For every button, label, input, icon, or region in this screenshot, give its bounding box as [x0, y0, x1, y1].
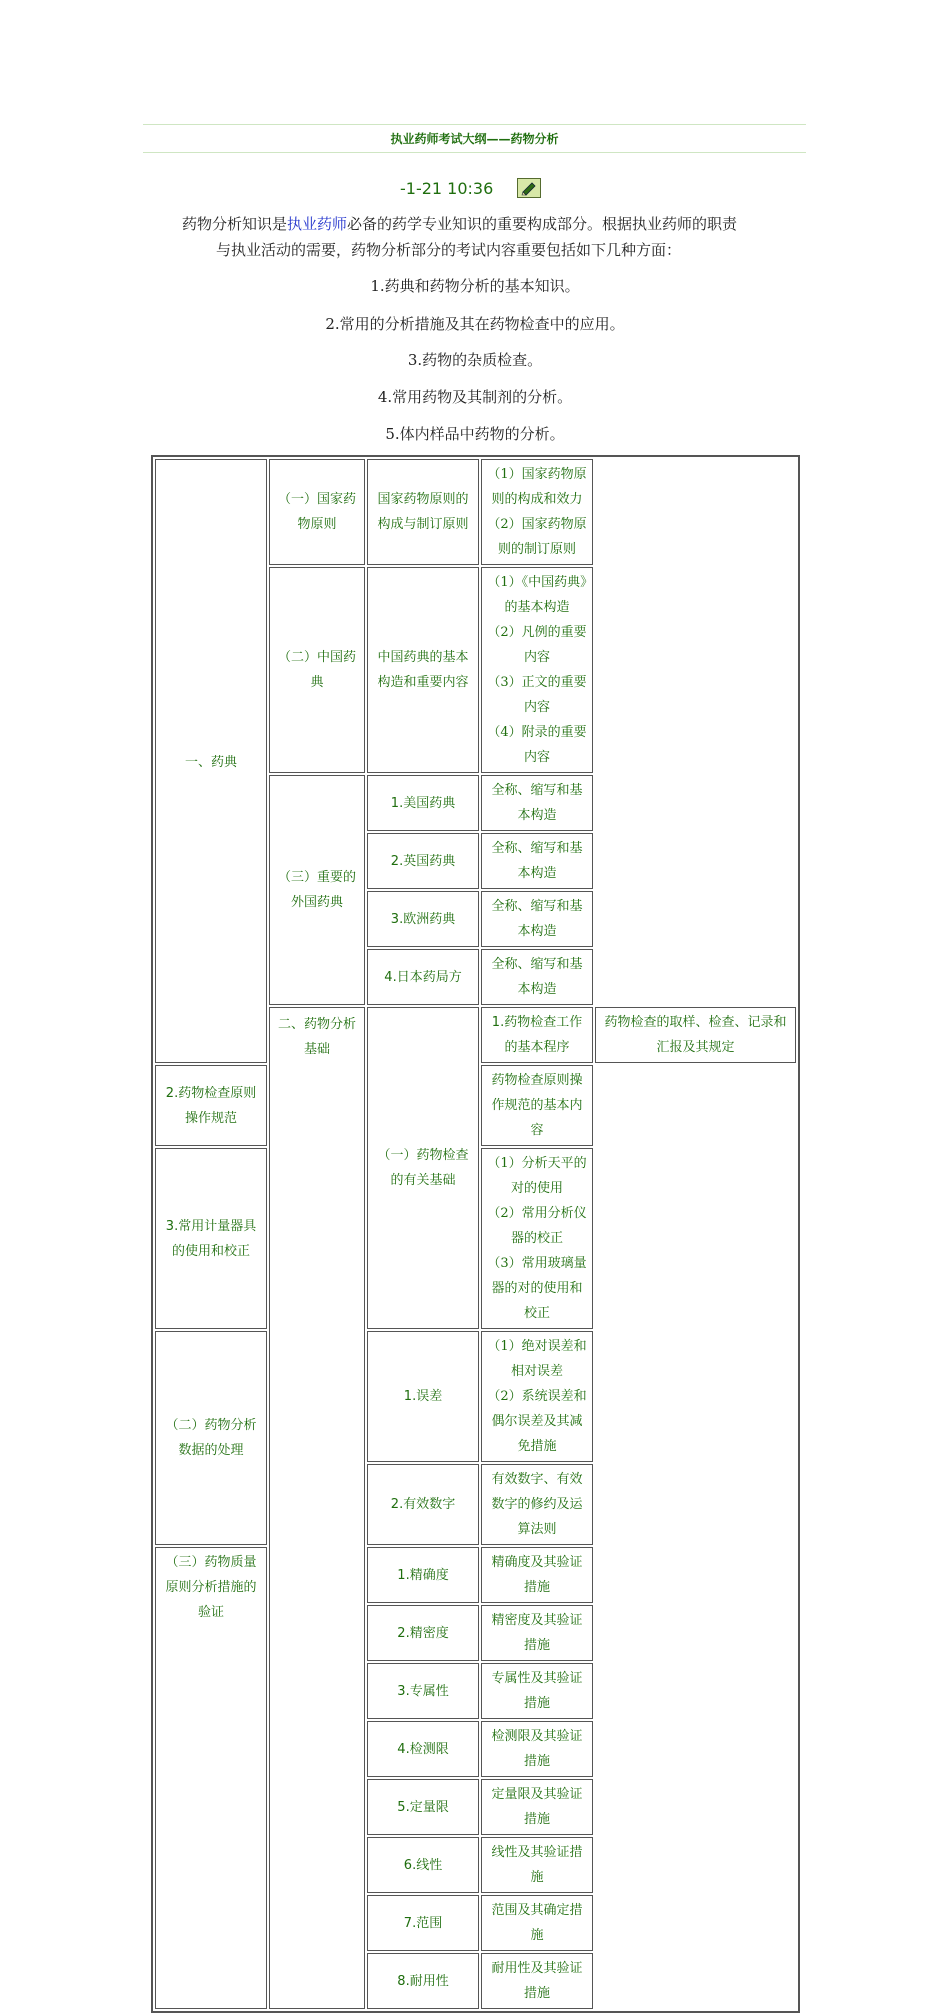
content-cell [481, 1331, 593, 1462]
item-cell: 2.药物检查原则操作规范 [155, 1065, 267, 1146]
content-cell: 有效数字、有效数字的修约及运算法则 [481, 1464, 593, 1545]
content-cell: 全称、缩写和基本构造 [481, 891, 593, 947]
item-cell: 2.英国药典 [367, 833, 479, 889]
content-line: （1）《中国药典》的基本构造 [487, 575, 587, 615]
content-cell: 全称、缩写和基本构造 [481, 775, 593, 831]
content-cell: 专属性及其验证措施 [481, 1663, 593, 1719]
content-cell [481, 1148, 593, 1329]
content-line: （4）附录的重要内容 [487, 725, 587, 765]
subsection-cell: （一）国家药物原则 [269, 459, 365, 565]
intro-paragraph [182, 211, 812, 263]
content-cell: 耐用性及其验证措施 [481, 1953, 593, 2009]
content-line: （1）国家药物原则的构成和效力 [487, 467, 587, 507]
section-cell: 二、药物分析基础 [269, 1007, 365, 2009]
post-datetime [400, 176, 541, 200]
content-cell [481, 459, 593, 565]
list-item: 2.常用的分析措施及其在药物检查中的应用。 [325, 315, 625, 333]
list-item: 4.常用药物及其制剂的分析。 [377, 388, 573, 406]
content-line: （1）绝对误差和相对误差 [487, 1339, 587, 1379]
list-item: 5.体内样品中药物的分析。 [385, 425, 565, 443]
content-line: （2）常用分析仪器的校正 [487, 1206, 587, 1246]
pharmacist-link[interactable]: 执业药师 [287, 215, 348, 233]
content-cell [481, 567, 593, 773]
intro-text-1: 药物分析知识是 [182, 215, 288, 233]
item-cell: 中国药典的基本构造和重要内容 [367, 567, 479, 773]
content-cell: 药物检查原则操作规范的基本内容 [481, 1065, 593, 1146]
item-cell: 3.欧洲药典 [367, 891, 479, 947]
item-cell: 2.有效数字 [367, 1464, 479, 1545]
item-cell: 4.日本药局方 [367, 949, 479, 1005]
item-cell: 1.药物检查工作的基本程序 [481, 1007, 593, 1063]
item-cell: 1.美国药典 [367, 775, 479, 831]
content-line: （3）常用玻璃量器的对的使用和校正 [487, 1256, 587, 1321]
item-cell: 8.耐用性 [367, 1953, 479, 2009]
content-cell: 全称、缩写和基本构造 [481, 833, 593, 889]
list-item: 1.药典和药物分析的基本知识。 [370, 277, 580, 295]
content-line: （2）凡例的重要内容 [487, 625, 587, 665]
intro-line-1 [182, 211, 812, 237]
content-cell: 线性及其验证措施 [481, 1837, 593, 1893]
content-line: （2）系统误差和偶尔误差及其减免措施 [487, 1389, 587, 1454]
page-title: 执业药师考试大纲——药物分析 [390, 132, 559, 146]
subsection-cell: （二）中国药典 [269, 567, 365, 773]
item-cell: 国家药物原则的构成与制订原则 [367, 459, 479, 565]
content-cell: 精确度及其验证措施 [481, 1547, 593, 1603]
content-cell: 药物检查的取样、检查、记录和汇报及其规定 [595, 1007, 796, 1063]
item-cell: 1.误差 [367, 1331, 479, 1462]
item-cell: 2.精密度 [367, 1605, 479, 1661]
item-cell: 6.线性 [367, 1837, 479, 1893]
content-cell: 全称、缩写和基本构造 [481, 949, 593, 1005]
item-cell: 7.范围 [367, 1895, 479, 1951]
item-cell: 3.常用计量器具的使用和校正 [155, 1148, 267, 1329]
content-cell: 范围及其确定措施 [481, 1895, 593, 1951]
subsection-cell: （一）药物检查的有关基础 [367, 1007, 479, 1329]
subsection-cell: （二）药物分析数据的处理 [155, 1331, 267, 1545]
pen-icon[interactable] [517, 178, 541, 198]
item-cell: 4.检测限 [367, 1721, 479, 1777]
intro-line-2: 与执业活动的需要，药物分析部分的考试内容重要包括如下几种方面： [216, 241, 682, 259]
item-cell: 3.专属性 [367, 1663, 479, 1719]
content-line: （2）国家药物原则的制订原则 [487, 517, 587, 557]
subsection-cell: （三）药物质量原则分析措施的验证 [155, 1547, 267, 2009]
item-cell: 5.定量限 [367, 1779, 479, 1835]
list-item: 3.药物的杂质检查。 [407, 351, 543, 369]
content-cell: 检测限及其验证措施 [481, 1721, 593, 1777]
content-line: （3）正文的重要内容 [487, 675, 587, 715]
content-cell: 精密度及其验证措施 [481, 1605, 593, 1661]
section-cell: 一、药典 [155, 459, 267, 1063]
syllabus-table [151, 455, 800, 2013]
datetime-text: -1-21 10:36 [400, 178, 494, 198]
subsection-cell: （三）重要的外国药典 [269, 775, 365, 1005]
content-cell: 定量限及其验证措施 [481, 1779, 593, 1835]
item-cell: 1.精确度 [367, 1547, 479, 1603]
content-line: （1）分析天平的对的使用 [487, 1156, 587, 1196]
intro-text-2: 必备的药学专业知识的重要构成部分。根据执业药师的职责 [347, 215, 738, 233]
title-bar [143, 124, 806, 153]
